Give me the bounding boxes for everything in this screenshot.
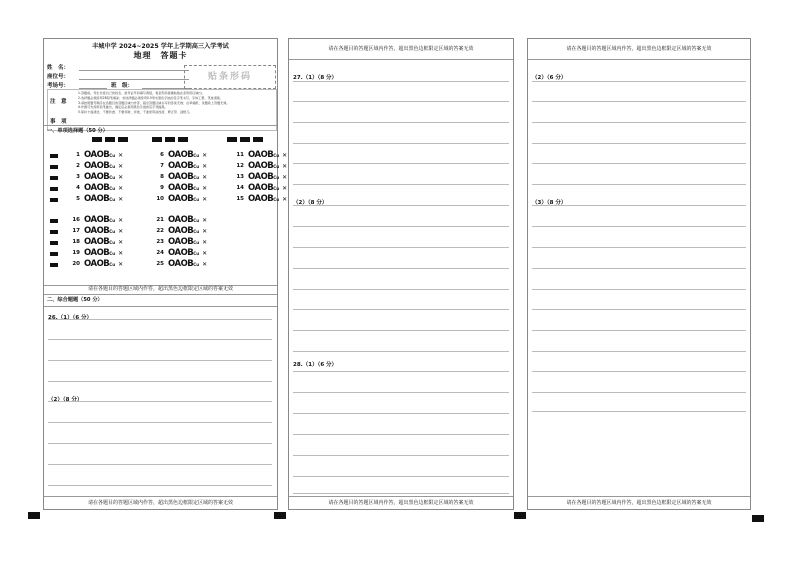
answer-line[interactable] (293, 163, 509, 164)
cross-icon: ✕ (282, 174, 288, 181)
note-line: 1.答题前，考生先将自己的姓名、准考证号码填写清楚，将条形码准确粘贴在条形码区域内。 (78, 91, 205, 95)
class-field[interactable] (142, 80, 189, 89)
timing-mark (240, 137, 250, 142)
row-timing-mark (50, 219, 58, 223)
question-number: 13 (236, 174, 244, 180)
card-title: 地理 答题卡 (133, 51, 188, 60)
answer-line[interactable] (293, 184, 509, 185)
answer-line[interactable] (532, 184, 746, 185)
notes-side-top: 注 意 (50, 99, 67, 105)
question-number: 20 (72, 261, 80, 267)
option-suffix: Cu (109, 229, 116, 234)
cross-icon: ✕ (118, 239, 124, 246)
answer-options[interactable] (168, 162, 207, 171)
option-bubbles[interactable]: OAOB (248, 183, 274, 193)
cross-icon: ✕ (202, 174, 208, 181)
option-bubbles[interactable]: OAOB (84, 237, 110, 247)
cross-icon: ✕ (202, 239, 208, 246)
section-2-title: 二、综合题题（50 分） (47, 297, 103, 303)
name-field[interactable] (79, 62, 189, 71)
answer-line[interactable] (532, 122, 746, 123)
question-number: 17 (72, 228, 80, 234)
divider (44, 294, 277, 295)
option-suffix: Cu (109, 251, 116, 256)
option-suffix: Cu (193, 251, 200, 256)
timing-mark (178, 137, 188, 142)
question-number: 8 (160, 174, 164, 180)
q26-part2-label: （2）（8 分） (48, 397, 83, 403)
exam-no-label: 考场号： (47, 83, 70, 89)
answer-options[interactable] (84, 184, 123, 193)
answer-line[interactable] (532, 330, 746, 331)
cross-icon: ✕ (282, 196, 288, 203)
exam-no-field[interactable] (79, 80, 107, 89)
option-suffix: Cu (273, 164, 280, 169)
question-number: 5 (76, 196, 80, 202)
note-line: 4.作图可先使用铅笔画出，确定后必须用黑色字迹的签字笔描黑。 (78, 105, 168, 110)
option-suffix: Cu (109, 164, 116, 169)
question-number: 23 (156, 239, 164, 245)
option-bubbles[interactable]: OAOB (168, 194, 194, 204)
answer-line[interactable] (532, 309, 746, 310)
section-1-title: 一、单项选择题（50 分） (47, 128, 108, 134)
answer-line[interactable] (293, 81, 509, 82)
footer-note: 请在各题目的答题区域内作答，超出黑色边框限定区域的答案无效 (289, 496, 513, 509)
option-bubbles[interactable]: OAOB (248, 194, 274, 204)
option-bubbles[interactable]: OAOB (84, 194, 110, 204)
answer-options[interactable] (84, 227, 123, 236)
boundary-note: 请在各题目的答题区域内作答，超出黑色边框限定区域的答案无效 (87, 286, 233, 292)
cross-icon: ✕ (202, 185, 208, 192)
question-number: 21 (156, 217, 164, 223)
answer-line[interactable] (293, 101, 509, 102)
answer-line[interactable] (532, 163, 746, 164)
answer-options[interactable] (84, 195, 123, 204)
answer-line[interactable] (48, 464, 272, 465)
question-number: 16 (72, 217, 80, 223)
cross-icon: ✕ (202, 217, 208, 224)
answer-panel-1 (43, 38, 288, 510)
option-suffix: Cu (193, 197, 200, 202)
question-number: 24 (156, 250, 164, 256)
answer-line[interactable] (532, 226, 746, 227)
name-label: 姓 名： (47, 65, 70, 71)
answer-line[interactable] (48, 485, 272, 486)
row-timing-mark (50, 154, 58, 158)
cross-icon: ✕ (118, 228, 124, 235)
option-suffix: Cu (193, 240, 200, 245)
notes-side-bottom: 事 项 (50, 119, 67, 125)
option-bubbles[interactable]: OAOB (168, 237, 194, 247)
registration-mark (752, 515, 764, 522)
answer-options[interactable] (84, 162, 123, 171)
divider (44, 125, 277, 126)
answer-line[interactable] (532, 81, 746, 82)
answer-line[interactable] (532, 268, 746, 269)
answer-options[interactable] (84, 238, 123, 247)
answer-options[interactable] (168, 195, 207, 204)
note-line: 5.保持卡面清洁，不要折叠、不要弄破、弄皱，不准使用涂改液、修正带、刮纸刀。 (78, 110, 193, 115)
option-bubbles[interactable]: OAOB (168, 172, 194, 182)
timing-mark (105, 137, 115, 142)
answer-line[interactable] (48, 443, 272, 444)
answer-options[interactable] (168, 238, 207, 247)
question-number: 1 (76, 152, 80, 158)
answer-line[interactable] (293, 493, 509, 494)
row-timing-mark (50, 198, 58, 202)
answer-options[interactable] (248, 195, 287, 204)
question-number: 12 (236, 163, 244, 169)
option-bubbles[interactable]: OAOB (168, 161, 194, 171)
question-number: 22 (156, 228, 164, 234)
answer-line[interactable] (293, 247, 509, 248)
timing-mark (165, 137, 175, 142)
option-bubbles[interactable]: OAOB (84, 183, 110, 193)
question-number: 2 (76, 163, 80, 169)
row-timing-mark (50, 187, 58, 191)
answer-line[interactable] (48, 339, 272, 340)
option-suffix: Cu (193, 175, 200, 180)
option-bubbles[interactable]: OAOB (168, 259, 194, 269)
q26-part1-label: 26.（1）（6 分） (48, 315, 93, 321)
answer-options[interactable] (168, 151, 207, 160)
timing-mark (152, 137, 162, 142)
option-bubbles[interactable]: OAOB (84, 215, 110, 225)
option-suffix: Cu (193, 218, 200, 223)
answer-panel-3 (527, 38, 751, 510)
cross-icon: ✕ (202, 196, 208, 203)
cross-icon: ✕ (202, 261, 208, 268)
option-bubbles[interactable]: OAOB (84, 226, 110, 236)
question-number: 25 (156, 261, 164, 267)
option-suffix: Cu (109, 175, 116, 180)
answer-options[interactable] (248, 184, 287, 193)
answer-options[interactable] (168, 173, 207, 182)
question-number: 7 (160, 163, 164, 169)
option-bubbles[interactable]: OAOB (84, 259, 110, 269)
footer-note: 请在各题目的答题区域内作答，超出黑色边框限定区域的答案无效 (528, 496, 750, 509)
option-bubbles[interactable]: OAOB (168, 183, 194, 193)
answer-line[interactable] (48, 401, 272, 402)
option-suffix: Cu (273, 153, 280, 158)
option-bubbles[interactable]: OAOB (248, 150, 274, 160)
answer-line[interactable] (293, 143, 509, 144)
row-timing-mark (50, 176, 58, 180)
option-bubbles[interactable]: OAOB (168, 150, 194, 160)
option-suffix: Cu (109, 186, 116, 191)
timing-mark (253, 137, 263, 142)
answer-line[interactable] (293, 289, 509, 290)
option-bubbles[interactable]: OAOB (168, 226, 194, 236)
answer-options[interactable] (168, 227, 207, 236)
timing-mark (118, 137, 128, 142)
cross-icon: ✕ (282, 163, 288, 170)
row-timing-mark (50, 241, 58, 245)
answer-line[interactable] (293, 268, 509, 269)
option-bubbles[interactable]: OAOB (84, 248, 110, 258)
registration-mark (514, 512, 526, 519)
answer-line[interactable] (532, 247, 746, 248)
answer-line[interactable] (293, 413, 509, 414)
question-number: 14 (236, 185, 244, 191)
q28-part3-label: （3）（8 分） (532, 200, 567, 206)
answer-line[interactable] (293, 330, 509, 331)
cross-icon: ✕ (118, 196, 124, 203)
answer-options[interactable] (84, 249, 123, 258)
cross-icon: ✕ (118, 152, 124, 159)
answer-options[interactable] (248, 151, 287, 160)
option-bubbles[interactable]: OAOB (84, 161, 110, 171)
cross-icon: ✕ (118, 217, 124, 224)
cross-icon: ✕ (118, 250, 124, 257)
option-suffix: Cu (273, 197, 280, 202)
option-bubbles[interactable]: OAOB (84, 172, 110, 182)
q27-part2-label: （2）（8 分） (293, 200, 328, 206)
answer-line[interactable] (48, 319, 272, 320)
seat-field[interactable] (79, 71, 189, 80)
answer-line[interactable] (532, 392, 746, 393)
question-number: 15 (236, 196, 244, 202)
option-suffix: Cu (193, 153, 200, 158)
answer-line[interactable] (532, 101, 746, 102)
option-bubbles[interactable]: OAOB (84, 150, 110, 160)
question-number: 11 (236, 152, 244, 158)
footer-note: 请在各题目的答题区域内作答，超出黑色边框限定区域的答案无效 (44, 496, 277, 509)
top-boundary-note: 请在各题目的答题区域内作答，超出黑色边框限定区域的答案无效 (528, 39, 750, 60)
top-boundary-note: 请在各题目的答题区域内作答，超出黑色边框限定区域的答案无效 (289, 39, 513, 60)
answer-line[interactable] (293, 371, 509, 372)
answer-line[interactable] (293, 309, 509, 310)
answer-line[interactable] (532, 351, 746, 352)
option-suffix: Cu (193, 164, 200, 169)
answer-line[interactable] (293, 392, 509, 393)
answer-options[interactable] (84, 260, 123, 269)
answer-options[interactable] (168, 216, 207, 225)
note-line: 2.选择题必须使用2B铅笔填涂；非选择题必须使用0.5毫米黑色字迹的签字笔书写，字体工整、笔迹清楚。 (78, 95, 223, 100)
question-number: 19 (72, 250, 80, 256)
question-number: 3 (76, 174, 80, 180)
cross-icon: ✕ (202, 152, 208, 159)
timing-mark (227, 137, 237, 142)
option-suffix: Cu (109, 197, 116, 202)
question-number: 18 (72, 239, 80, 245)
row-timing-mark (50, 263, 58, 267)
cross-icon: ✕ (202, 163, 208, 170)
option-bubbles[interactable]: OAOB (168, 248, 194, 258)
answer-options[interactable] (84, 216, 123, 225)
option-bubbles[interactable]: OAOB (248, 172, 274, 182)
answer-line[interactable] (48, 360, 272, 361)
divider (44, 306, 277, 307)
option-suffix: Cu (109, 218, 116, 223)
answer-line[interactable] (48, 381, 272, 382)
answer-options[interactable] (168, 184, 207, 193)
answer-line[interactable] (532, 371, 746, 372)
cross-icon: ✕ (282, 152, 288, 159)
answer-line[interactable] (532, 289, 746, 290)
answer-options[interactable] (84, 173, 123, 182)
answer-line[interactable] (293, 226, 509, 227)
class-label: 班 级： (111, 83, 134, 89)
answer-panel-2 (288, 38, 514, 510)
answer-options[interactable] (248, 162, 287, 171)
question-number: 10 (156, 196, 164, 202)
row-timing-mark (50, 230, 58, 234)
option-suffix: Cu (193, 186, 200, 191)
cross-icon: ✕ (118, 185, 124, 192)
row-timing-mark (50, 165, 58, 169)
question-number: 4 (76, 185, 80, 191)
answer-options[interactable] (248, 173, 287, 182)
timing-mark (92, 137, 102, 142)
cross-icon: ✕ (118, 261, 124, 268)
answer-line[interactable] (293, 351, 509, 352)
answer-line[interactable] (293, 455, 509, 456)
answer-line[interactable] (293, 205, 509, 206)
cross-icon: ✕ (118, 163, 124, 170)
answer-options[interactable] (168, 249, 207, 258)
answer-line[interactable] (532, 143, 746, 144)
question-number: 6 (160, 152, 164, 158)
answer-line[interactable] (293, 434, 509, 435)
answer-options[interactable] (168, 260, 207, 269)
cross-icon: ✕ (118, 174, 124, 181)
option-suffix: Cu (193, 262, 200, 267)
option-suffix: Cu (109, 153, 116, 158)
q28-part2-label: （2）（6 分） (532, 75, 567, 81)
option-bubbles[interactable]: OAOB (248, 161, 274, 171)
option-suffix: Cu (193, 229, 200, 234)
option-suffix: Cu (109, 240, 116, 245)
note-line: 3.请按照题号顺序在各题目的答题区域内作答，超出答题区域书写的答案无效；在草稿纸、试题卷上答题无效。 (78, 100, 230, 105)
cross-icon: ✕ (202, 228, 208, 235)
q28-part1-label: 28.（1）（6 分） (293, 362, 338, 368)
cross-icon: ✕ (282, 185, 288, 192)
answer-options[interactable] (84, 151, 123, 160)
q27-part1-label: 27.（1）（8 分） (293, 75, 338, 81)
option-bubbles[interactable]: OAOB (168, 215, 194, 225)
answer-line[interactable] (532, 205, 746, 206)
cross-icon: ✕ (202, 250, 208, 257)
registration-mark (274, 512, 286, 519)
row-timing-mark (50, 252, 58, 256)
school-exam-title: 丰城中学 2024~2025 学年上学期高三入学考试 (92, 43, 229, 50)
option-suffix: Cu (109, 262, 116, 267)
answer-line[interactable] (293, 122, 509, 123)
question-number: 9 (160, 185, 164, 191)
answer-line[interactable] (532, 411, 746, 412)
answer-line[interactable] (48, 422, 272, 423)
option-suffix: Cu (273, 186, 280, 191)
option-suffix: Cu (273, 175, 280, 180)
answer-line[interactable] (293, 476, 509, 477)
seat-label: 座位号： (47, 74, 70, 80)
notes-text (78, 91, 273, 115)
barcode-sticker-area: 贴条形码 (184, 65, 276, 89)
registration-mark (28, 512, 40, 519)
